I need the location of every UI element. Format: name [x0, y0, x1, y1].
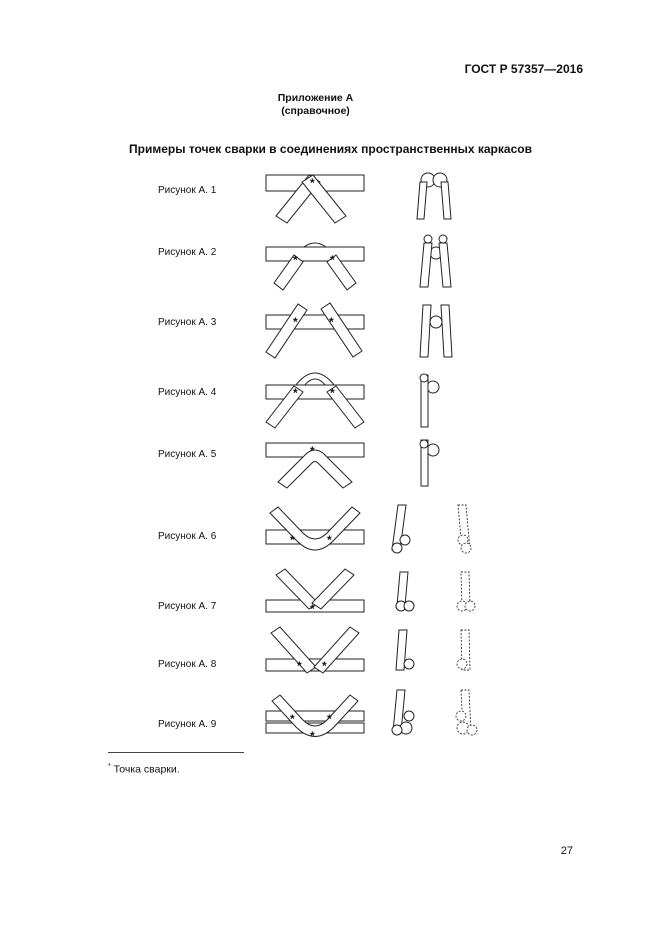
appendix-subtitle: (справочное) [281, 105, 350, 117]
weld-mark: * [310, 444, 315, 458]
figure-8-side-view [396, 630, 414, 670]
figure-8-side-view-dashed [457, 630, 470, 670]
weld-mark: * [290, 533, 295, 547]
weld-mark: * [310, 729, 315, 743]
figure-label-4: Рисунок А. 4 [158, 387, 217, 398]
figure-7-side-view-dashed [457, 572, 475, 611]
weld-mark: * [293, 315, 298, 329]
page-number: 27 [560, 845, 573, 857]
figure-label-2: Рисунок А. 2 [158, 247, 217, 258]
figure-1-front-view [266, 175, 364, 223]
figure-6-front-view [266, 507, 364, 550]
footnote-text: Точка сварки. [110, 763, 180, 776]
figure-7-front-view [266, 569, 364, 616]
figure-1-side-view [417, 173, 451, 219]
figure-label-8: Рисунок А. 8 [158, 659, 217, 670]
appendix-title: Приложение А [277, 92, 354, 104]
weld-mark: * [310, 602, 315, 616]
figure-label-1: Рисунок А. 1 [158, 185, 217, 196]
figure-4-front-view [266, 373, 364, 428]
footnote-divider [108, 752, 244, 753]
figure-8-front-view [266, 627, 364, 673]
figure-2-front-view [266, 243, 364, 290]
figure-9-side-view-dashed [456, 690, 477, 735]
weld-mark: * [293, 253, 298, 267]
figure-4-side-view [420, 374, 439, 427]
figure-2-side-view [420, 235, 451, 287]
weld-mark: * [290, 712, 295, 726]
figure-9-side-view [392, 690, 414, 735]
footnote-mark: * [108, 763, 111, 770]
figure-5-side-view [420, 440, 439, 486]
weld-mark: * [330, 386, 335, 400]
page-title: Примеры точек сварки в соединениях пространственных каркасов [129, 142, 532, 156]
figure-6-side-view [392, 505, 410, 553]
weld-mark: * [293, 386, 298, 400]
weld-mark: * [330, 253, 335, 267]
weld-mark: * [329, 315, 334, 329]
weld-mark: * [297, 659, 302, 673]
standard-number: ГОСТ Р 57357—2016 [464, 62, 583, 76]
figure-label-3: Рисунок А. 3 [158, 317, 217, 328]
figure-9-front-view [266, 695, 364, 743]
figure-3-front-view [266, 303, 364, 358]
figure-6-side-view-dashed [458, 505, 471, 553]
figure-3-side-view [420, 305, 452, 357]
figure-label-6: Рисунок А. 6 [158, 531, 217, 542]
figure-label-5: Рисунок А. 5 [158, 449, 217, 460]
weld-mark: * [327, 712, 332, 726]
figure-label-9: Рисунок А. 9 [158, 719, 217, 730]
figure-5-front-view [266, 443, 364, 488]
figure-7-side-view [396, 572, 414, 611]
weld-mark: * [327, 533, 332, 547]
weld-mark: * [322, 659, 327, 673]
footnote [108, 763, 180, 776]
figure-label-7: Рисунок А. 7 [158, 601, 217, 612]
weld-mark: * [310, 176, 315, 190]
